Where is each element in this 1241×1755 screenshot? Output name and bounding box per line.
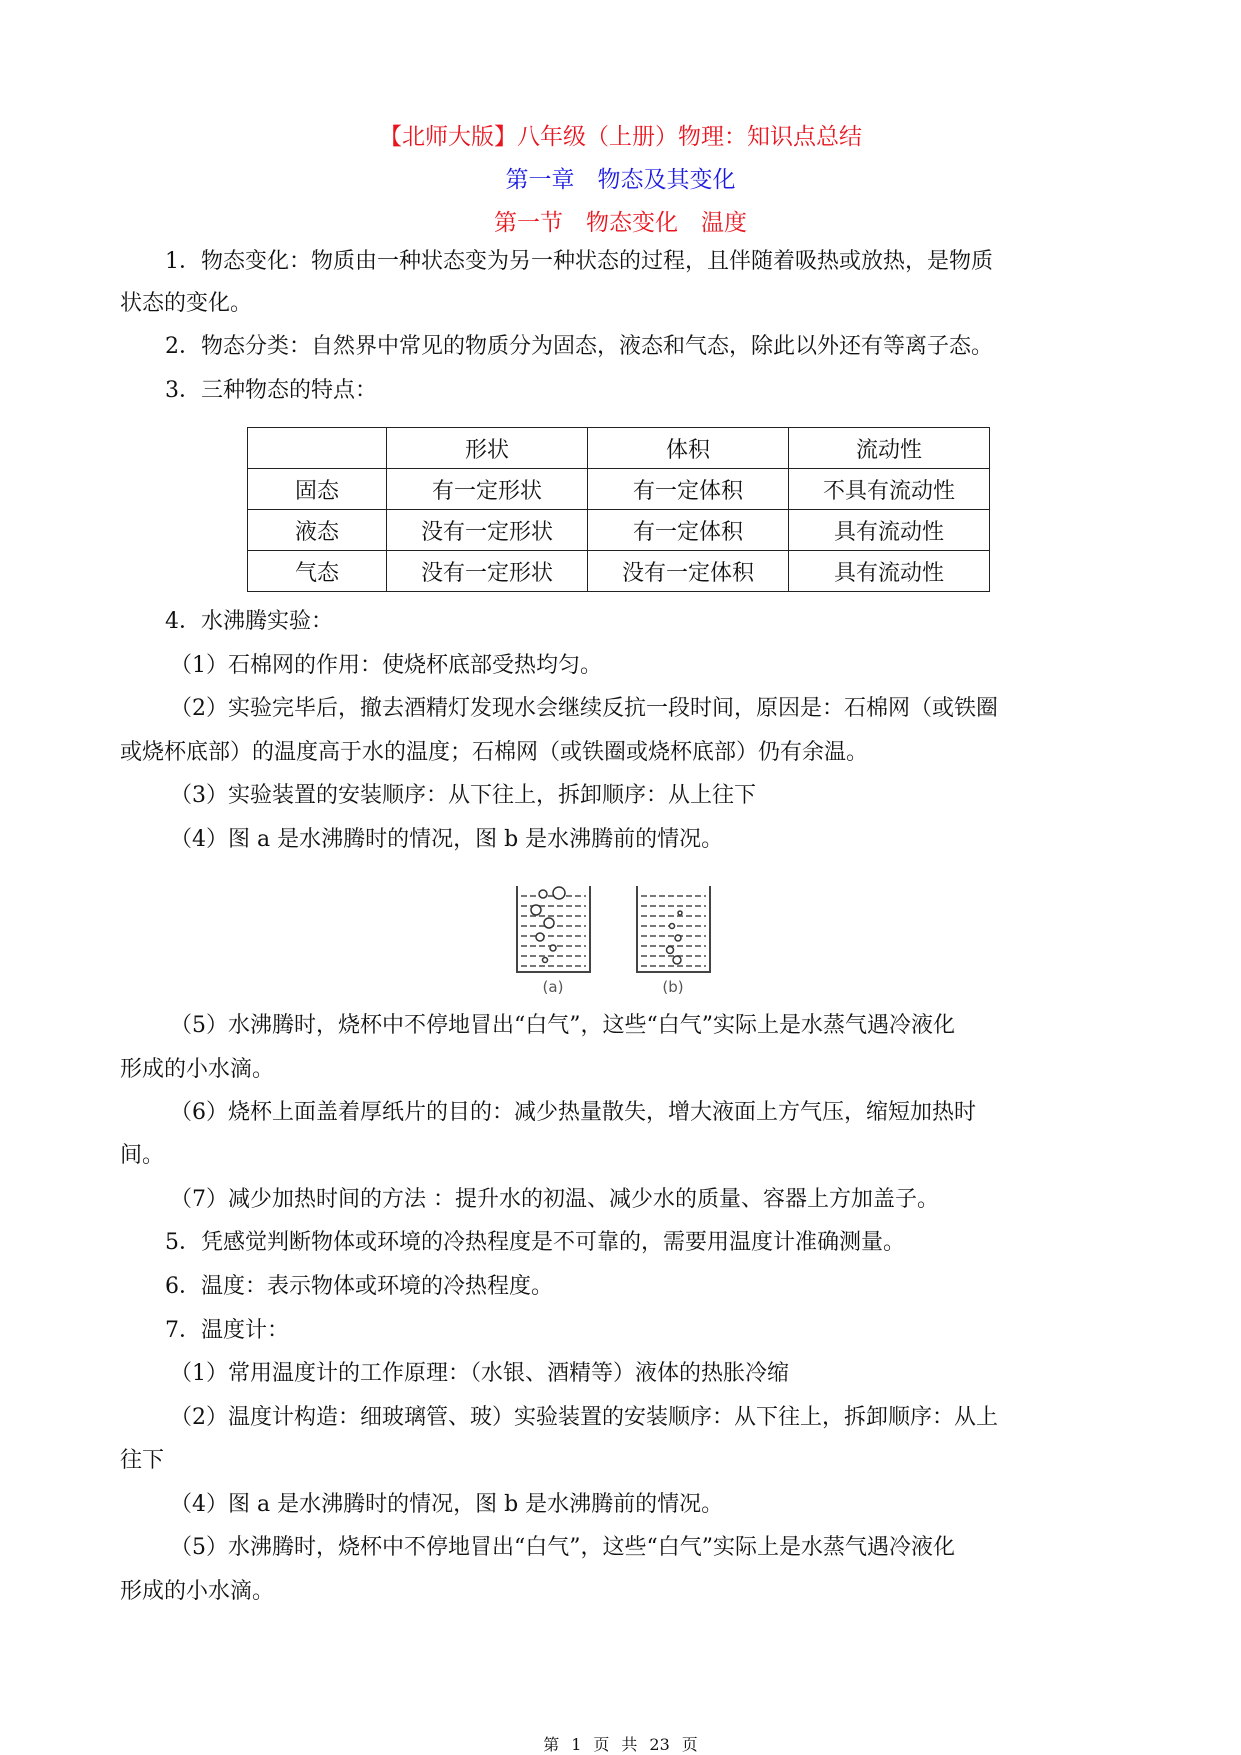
figure-label-a: (a) xyxy=(542,978,564,996)
table-cell: 有一定体积 xyxy=(588,469,789,510)
table-row xyxy=(248,551,990,592)
states-table xyxy=(247,427,990,592)
section-heading: 第一节 物态变化 温度 xyxy=(494,210,747,236)
table-cell: 气态 xyxy=(248,551,387,592)
paragraph-7-5: （5）水沸腾时，烧杯中不停地冒出“白气”，这些“白气”实际上是水蒸气遇冷液化 xyxy=(170,1535,955,1560)
table-cell xyxy=(248,428,387,469)
paragraph-4-7: （7）减少加热时间的方法 ：提升水的初温、减少水的质量、容器上方加盖子。 xyxy=(170,1187,939,1212)
table-cell: 具有流动性 xyxy=(789,510,990,551)
footer-word: 页 xyxy=(593,1735,610,1754)
paragraph-7-5-cont: 形成的小水滴。 xyxy=(120,1579,275,1604)
footer-word: 共 xyxy=(621,1735,638,1754)
table-cell: 有一定形状 xyxy=(387,469,588,510)
table-cell: 固态 xyxy=(248,469,387,510)
table-cell: 没有一定形状 xyxy=(387,510,588,551)
paragraph-1-cont: 状态的变化。 xyxy=(120,291,253,316)
paragraph-4-6: （6）烧杯上面盖着厚纸片的目的：减少热量散失，增大液面上方气压，缩短加热时 xyxy=(170,1100,976,1125)
document-title: 【北师大版】八年级（上册）物理：知识点总结 xyxy=(379,124,862,150)
paragraph-6: 6．温度：表示物体或环境的冷热程度。 xyxy=(165,1274,553,1299)
paragraph-7-2-cont: 往下 xyxy=(120,1448,165,1473)
table-cell: 有一定体积 xyxy=(588,510,789,551)
paragraph-7-1: （1）常用温度计的工作原理：（水银、酒精等）液体的热胀冷缩 xyxy=(170,1361,789,1386)
beaker-a xyxy=(517,886,590,972)
table-cell: 不具有流动性 xyxy=(789,469,990,510)
paragraph-4-4: （4）图 a 是水沸腾时的情况，图 b 是水沸腾前的情况。 xyxy=(170,827,724,852)
beaker-b xyxy=(637,886,710,972)
paragraph-3: 3．三种物态的特点： xyxy=(165,378,377,403)
paragraph-2: 2．物态分类：自然界中常见的物质分为固态，液态和气态，除此以外还有等离子态。 xyxy=(165,334,993,359)
table-header-row xyxy=(248,428,990,469)
paragraph-4-5: （5）水沸腾时，烧杯中不停地冒出“白气”，这些“白气”实际上是水蒸气遇冷液化 xyxy=(170,1013,955,1038)
table-cell: 形状 xyxy=(387,428,588,469)
figure-label-b: (b) xyxy=(662,978,684,996)
table-cell: 液态 xyxy=(248,510,387,551)
paragraph-4-3: （3）实验装置的安装顺序：从下往上，拆卸顺序：从上往下 xyxy=(170,783,756,808)
paragraph-7: 7．温度计： xyxy=(165,1318,289,1343)
table-row xyxy=(248,510,990,551)
paragraph-4-6-cont: 间。 xyxy=(120,1143,165,1168)
table-cell: 具有流动性 xyxy=(789,551,990,592)
paragraph-7-4: （4）图 a 是水沸腾时的情况，图 b 是水沸腾前的情况。 xyxy=(170,1492,724,1517)
paragraph-4-2-cont: 或烧杯底部）的温度高于水的温度；石棉网（或铁圈或烧杯底部）仍有余温。 xyxy=(120,740,869,765)
paragraph-4-5-cont: 形成的小水滴。 xyxy=(120,1057,275,1082)
paragraph-5: 5．凭感觉判断物体或环境的冷热程度是不可靠的，需要用温度计准确测量。 xyxy=(165,1230,905,1255)
table-cell: 体积 xyxy=(588,428,789,469)
paragraph-4: 4．水沸腾实验： xyxy=(165,609,333,634)
chapter-heading: 第一章 物态及其变化 xyxy=(505,167,736,193)
footer-word: 第 xyxy=(543,1735,560,1754)
table-row xyxy=(248,469,990,510)
page-number: 1 xyxy=(571,1735,582,1754)
page-footer xyxy=(0,1732,1241,1755)
paragraph-1: 1．物态变化：物质由一种状态变为另一种状态的过程，且伴随着吸热或放热，是物质 xyxy=(165,249,993,274)
footer-word: 页 xyxy=(681,1735,698,1754)
paragraph-4-2: （2）实验完毕后，撤去酒精灯发现水会继续反抗一段时间，原因是：石棉网（或铁圈 xyxy=(170,696,998,721)
boiling-water-figure xyxy=(512,880,732,1000)
paragraph-7-2: （2）温度计构造：细玻璃管、玻）实验装置的安装顺序：从下往上，拆卸顺序：从上 xyxy=(170,1405,998,1430)
table-cell: 流动性 xyxy=(789,428,990,469)
table-cell: 没有一定形状 xyxy=(387,551,588,592)
total-pages: 23 xyxy=(649,1735,670,1754)
paragraph-4-1: （1）石棉网的作用：使烧杯底部受热均匀。 xyxy=(170,653,602,678)
table-cell: 没有一定体积 xyxy=(588,551,789,592)
